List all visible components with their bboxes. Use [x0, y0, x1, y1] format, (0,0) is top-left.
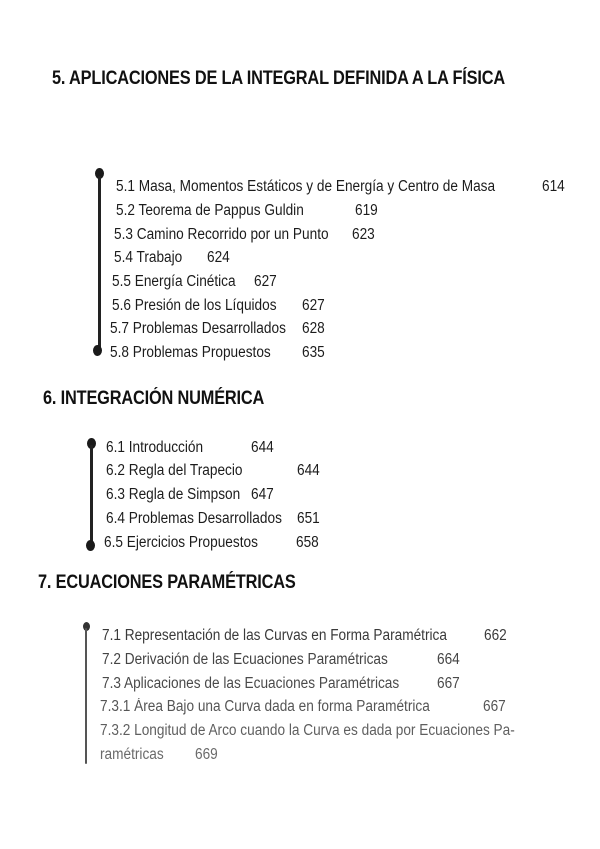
section-6-bar-bottom-dot	[86, 540, 95, 551]
toc-page-6-2: 644	[297, 462, 320, 479]
toc-page-5-4: 624	[207, 249, 230, 266]
toc-entry-5-5[interactable]: 5.5 Energía Cinética	[112, 273, 236, 290]
toc-page-7-1: 662	[484, 627, 507, 644]
toc-page-7-3: 667	[437, 675, 460, 692]
section-5-bar-bottom-dot	[93, 345, 102, 356]
toc-entry-5-7[interactable]: 5.7 Problemas Desarrollados	[110, 320, 286, 337]
entry-label: 5.1 Masa, Momentos Estáticos y de Energía y Centro de Masa	[116, 178, 496, 195]
toc-page-5-3: 623	[352, 226, 375, 243]
toc-page-5-1: 614	[542, 178, 565, 195]
toc-entry-5-6[interactable]: 5.6 Presión de los Líquidos	[112, 297, 277, 314]
toc-page-5-7: 628	[302, 320, 325, 337]
toc-entry-6-5[interactable]: 6.5 Ejercicios Propuestos	[104, 534, 258, 551]
toc-page-7-3-2: 669	[195, 746, 218, 763]
section-5-heading: 5. APLICACIONES DE LA INTEGRAL DEFINIDA A LA FÍSICA	[52, 68, 506, 89]
toc-page-5-8: 635	[302, 344, 325, 361]
toc-entry-7-2[interactable]: 7.2 Derivación de las Ecuaciones Paramétricas	[102, 651, 388, 668]
toc-entry-5-1[interactable]	[116, 178, 495, 196]
section-6-bar	[90, 445, 93, 548]
toc-entry-7-3-1[interactable]: 7.3.1 Área Bajo una Curva dada en forma Paramétrica	[100, 698, 430, 715]
toc-entry-6-2[interactable]: 6.2 Regla del Trapecio	[106, 462, 243, 479]
toc-entry-7-3-2[interactable]: 7.3.2 Longitud de Arco cuando la Curva es dada por Ecuaciones Pa-	[100, 722, 515, 739]
toc-entry-5-8[interactable]: 5.8 Problemas Propuestos	[110, 344, 271, 361]
toc-page-6-4: 651	[297, 510, 320, 527]
toc-entry-5-2[interactable]: 5.2 Teorema de Pappus Guldin	[116, 202, 304, 219]
toc-entry-7-3-2-cont[interactable]: ramétricas	[100, 746, 164, 763]
toc-entry-5-4[interactable]: 5.4 Trabajo	[114, 249, 183, 266]
section-6-heading: 6. INTEGRACIÓN NUMÉRICA	[43, 388, 265, 409]
toc-page-6-5: 658	[296, 534, 319, 551]
toc-page-7-3-1: 667	[483, 698, 506, 715]
toc-page-5-5: 627	[254, 273, 277, 290]
toc-page-6-3: 647	[251, 486, 274, 503]
toc-entry-5-3[interactable]: 5.3 Camino Recorrido por un Punto	[114, 226, 329, 243]
toc-entry-6-3[interactable]: 6.3 Regla de Simpson	[106, 486, 241, 503]
section-5-bar	[98, 176, 101, 354]
toc-entry-6-4[interactable]: 6.4 Problemas Desarrollados	[106, 510, 282, 527]
toc-entry-7-3[interactable]: 7.3 Aplicaciones de las Ecuaciones Paramétricas	[102, 675, 400, 692]
toc-entry-6-1[interactable]: 6.1 Introducción	[106, 439, 204, 456]
toc-page-7-2: 664	[437, 651, 460, 668]
section-7-heading: 7. ECUACIONES PARAMÉTRICAS	[38, 572, 296, 593]
toc-page-6-1: 644	[251, 439, 274, 456]
toc-page-5-6: 627	[302, 297, 325, 314]
section-7-bar	[85, 628, 87, 764]
toc-page-5-2: 619	[355, 202, 378, 219]
toc-entry-7-1[interactable]: 7.1 Representación de las Curvas en Forma Paramétrica	[102, 627, 447, 644]
